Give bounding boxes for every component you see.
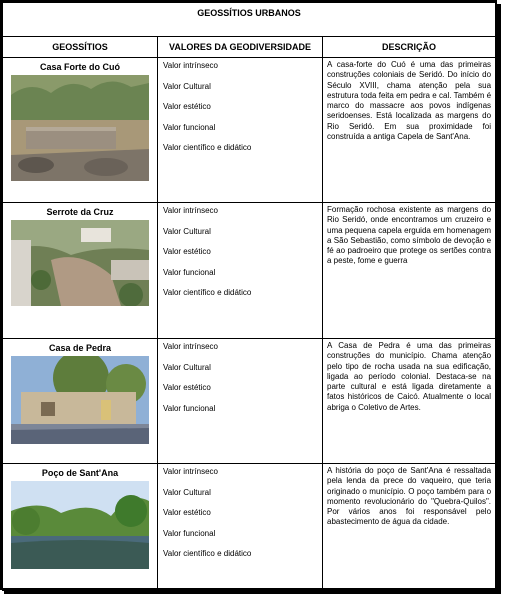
value-item: Valor funcional: [163, 528, 216, 538]
geosite-cell: [3, 58, 158, 203]
header-descricao: DESCRIÇÃO: [323, 37, 496, 58]
geosite-name: Serrote da Cruz: [46, 207, 114, 217]
value-item: Valor funcional: [163, 267, 216, 277]
value-item: Valor intrínseco: [163, 342, 218, 351]
casa-de-pedra-photo: [11, 356, 149, 444]
value-item: Valor estético: [163, 383, 211, 392]
table-title: GEOSSÍTIOS URBANOS: [3, 3, 496, 37]
frame-shadow-right: [497, 4, 501, 594]
header-geossitios: GEOSSÍTIOS: [3, 37, 158, 58]
table-row: [3, 464, 496, 591]
value-item: Valor intrínseco: [163, 206, 218, 215]
description-cell: A história do poço de Sant'Ana é ressaltada pela lenda da prece do vaqueiro, que teria originado o município. O poço também para o momento revolucionário do "Quebra-Quilos". Por vários anos foi responsável pelo abastecimento de água da cidade.: [323, 464, 496, 591]
serrote-photo: [11, 220, 149, 306]
description-cell: A Casa de Pedra é uma das primeiras construções do município. Chama atenção pelo tipo de rocha usada na sua edificação, ligada ao período colonial. Destaca-se na parte cultural e está ligada diretamente a fatos históricos de Caicó. Atualmente o local abriga o Coletivo de Artes.: [323, 339, 496, 464]
value-item: Valor estético: [163, 102, 211, 111]
values-cell: [158, 58, 323, 203]
values-cell: [158, 339, 323, 464]
value-item: Valor científico e didático: [163, 288, 252, 297]
values-cell: [158, 203, 323, 339]
geosite-name: Poço de Sant'Ana: [41, 468, 119, 478]
header-valores: VALORES DA GEODIVERSIDADE: [158, 37, 323, 58]
value-item: Valor intrínseco: [163, 61, 218, 70]
geosite-name: Casa Forte do Cuó: [39, 62, 120, 72]
table-row: [3, 203, 496, 339]
geosite-cell: [3, 203, 158, 339]
value-item: Valor Cultural: [163, 226, 211, 236]
value-item: Valor estético: [163, 247, 211, 256]
value-item: Valor Cultural: [163, 362, 211, 372]
value-item: Valor científico e didático: [163, 143, 252, 152]
description-cell: A casa-forte do Cuó é uma das primeiras construções coloniais de Seridó. Do início do Século XVIII, chama atenção pela sua estrutura toda feita em pedra e cal. Também é marco do massacre aos povos indígenas seridoenses. Está localizada as margens do Rio Seridó. Em sua proximidade foi construída a antiga Capela de Sant'Ana.: [323, 58, 496, 203]
casa-forte-photo: [11, 75, 149, 181]
value-item: Valor estético: [163, 508, 211, 517]
geosite-cell: [3, 339, 158, 464]
table-row: [3, 58, 496, 203]
poco-santana-photo: [11, 481, 149, 569]
geosites-table: [2, 2, 496, 591]
value-item: Valor científico e didático: [163, 549, 252, 558]
frame-shadow-bottom: [4, 590, 501, 594]
value-item: Valor intrínseco: [163, 467, 218, 476]
values-cell: [158, 464, 323, 591]
value-item: Valor funcional: [163, 403, 216, 413]
value-item: Valor Cultural: [163, 81, 211, 91]
value-item: Valor Cultural: [163, 487, 211, 497]
geosite-name: Casa de Pedra: [48, 343, 112, 353]
value-item: Valor funcional: [163, 122, 216, 132]
table-row: [3, 339, 496, 464]
description-cell: Formação rochosa existente as margens do Rio Seridó, onde encontramos um cruzeiro e uma pequena capela erguida em homenagem a São Sebastião, como símbolo de devoção e fé ao padroeiro que protege os sertões contra a peste, fome e guerra: [323, 203, 496, 339]
geosite-cell: [3, 464, 158, 591]
